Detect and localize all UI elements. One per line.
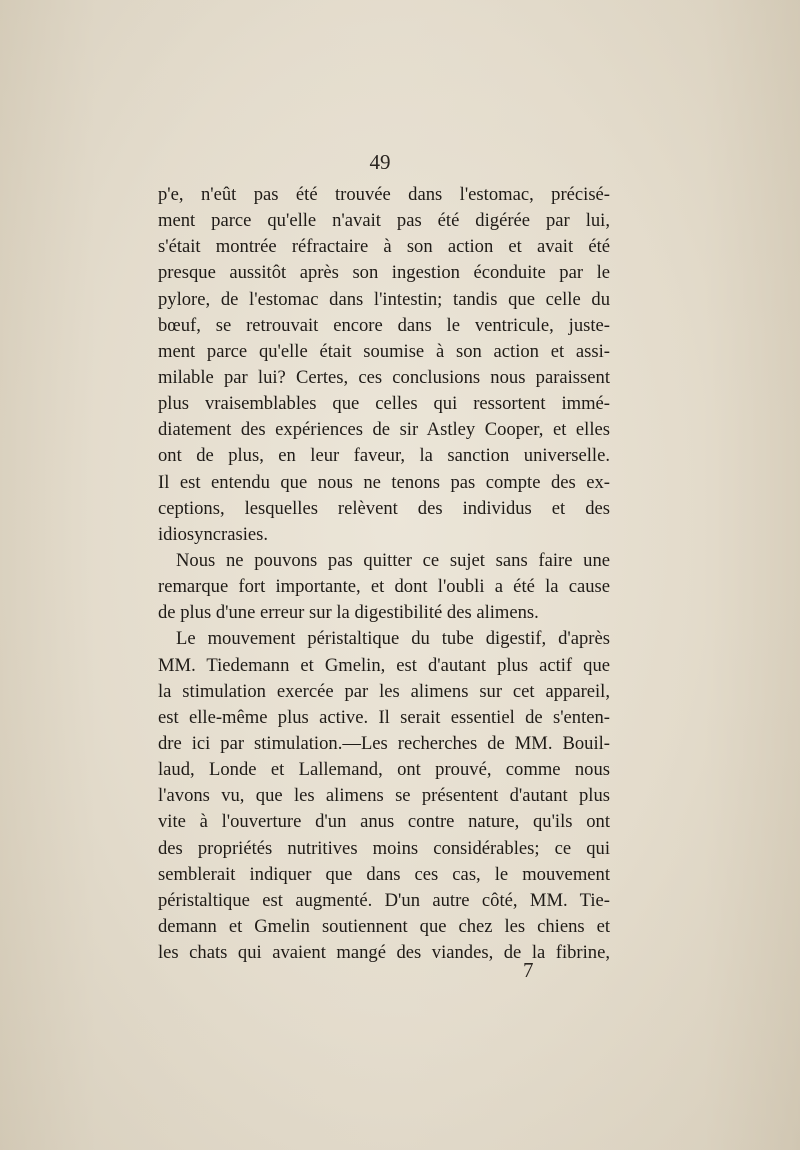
text-line: p'e, n'eût pas été trouvée dans l'estomac, précisé- <box>158 184 610 205</box>
text-line: s'était montrée réfractaire à son action et avait été <box>158 236 610 258</box>
text-line: est elle-même plus active. Il serait essentiel de s'enten- <box>158 706 610 728</box>
text-line: semblerait indiquer que dans ces cas, le mouvement <box>158 863 610 885</box>
text-line: ceptions, lesquelles relèvent des individus et des <box>158 497 610 519</box>
text-line: dre ici par stimulation.—Les recherches de MM. Bouil- <box>158 732 610 754</box>
text-line: les chats qui avaient mangé des viandes, de la fibrine, <box>158 942 610 964</box>
text-line: bœuf, se retrouvait encore dans le ventricule, juste- <box>158 314 610 336</box>
page-number: 49 <box>369 150 391 174</box>
text-line: remarque fort importante, et dont l'oubli a été la cause <box>158 576 610 598</box>
text-line: péristaltique est augmenté. D'un autre côté, MM. Tie- <box>158 889 610 911</box>
text-line: ment parce qu'elle était soumise à son action et assi- <box>158 340 610 362</box>
text-line: idiosyncrasies. <box>158 523 268 545</box>
text-line: la stimulation exercée par les alimens sur cet appareil, <box>158 680 610 702</box>
text-line: de plus d'une erreur sur la digestibilité des alimens. <box>158 602 539 624</box>
text-line: pylore, de l'estomac dans l'intestin; tandis que celle du <box>158 288 610 310</box>
text-line: ment parce qu'elle n'avait pas été digérée par lui, <box>158 210 610 232</box>
text-line: l'avons vu, que les alimens se présentent d'autant plus <box>158 785 610 807</box>
text-line: Le mouvement péristaltique du tube digestif, d'après <box>176 628 610 650</box>
text-line: milable par lui? Certes, ces conclusions nous paraissent <box>158 366 610 388</box>
text-line: plus vraisemblables que celles qui ressortent immé- <box>158 393 610 415</box>
text-line: demann et Gmelin soutiennent que chez les chiens et <box>158 915 610 937</box>
text-line: laud, Londe et Lallemand, ont prouvé, comme nous <box>158 759 610 781</box>
text-line: Nous ne pouvons pas quitter ce sujet sans faire une <box>176 549 610 571</box>
text-line: vite à l'ouverture d'un anus contre nature, qu'ils ont <box>158 811 610 833</box>
text-line: ont de plus, en leur faveur, la sanction universelle. <box>158 445 610 467</box>
text-line: presque aussitôt après son ingestion éconduite par le <box>158 262 610 284</box>
signature-mark: 7 <box>523 958 534 982</box>
text-line: MM. Tiedemann et Gmelin, est d'autant plus actif que <box>158 654 610 676</box>
text-line: diatement des expériences de sir Astley Cooper, et elles <box>158 419 610 441</box>
body-text <box>158 182 610 966</box>
text-line: des propriétés nutritives moins considérables; ce qui <box>158 837 610 859</box>
text-line: Il est entendu que nous ne tenons pas compte des ex- <box>158 471 610 493</box>
